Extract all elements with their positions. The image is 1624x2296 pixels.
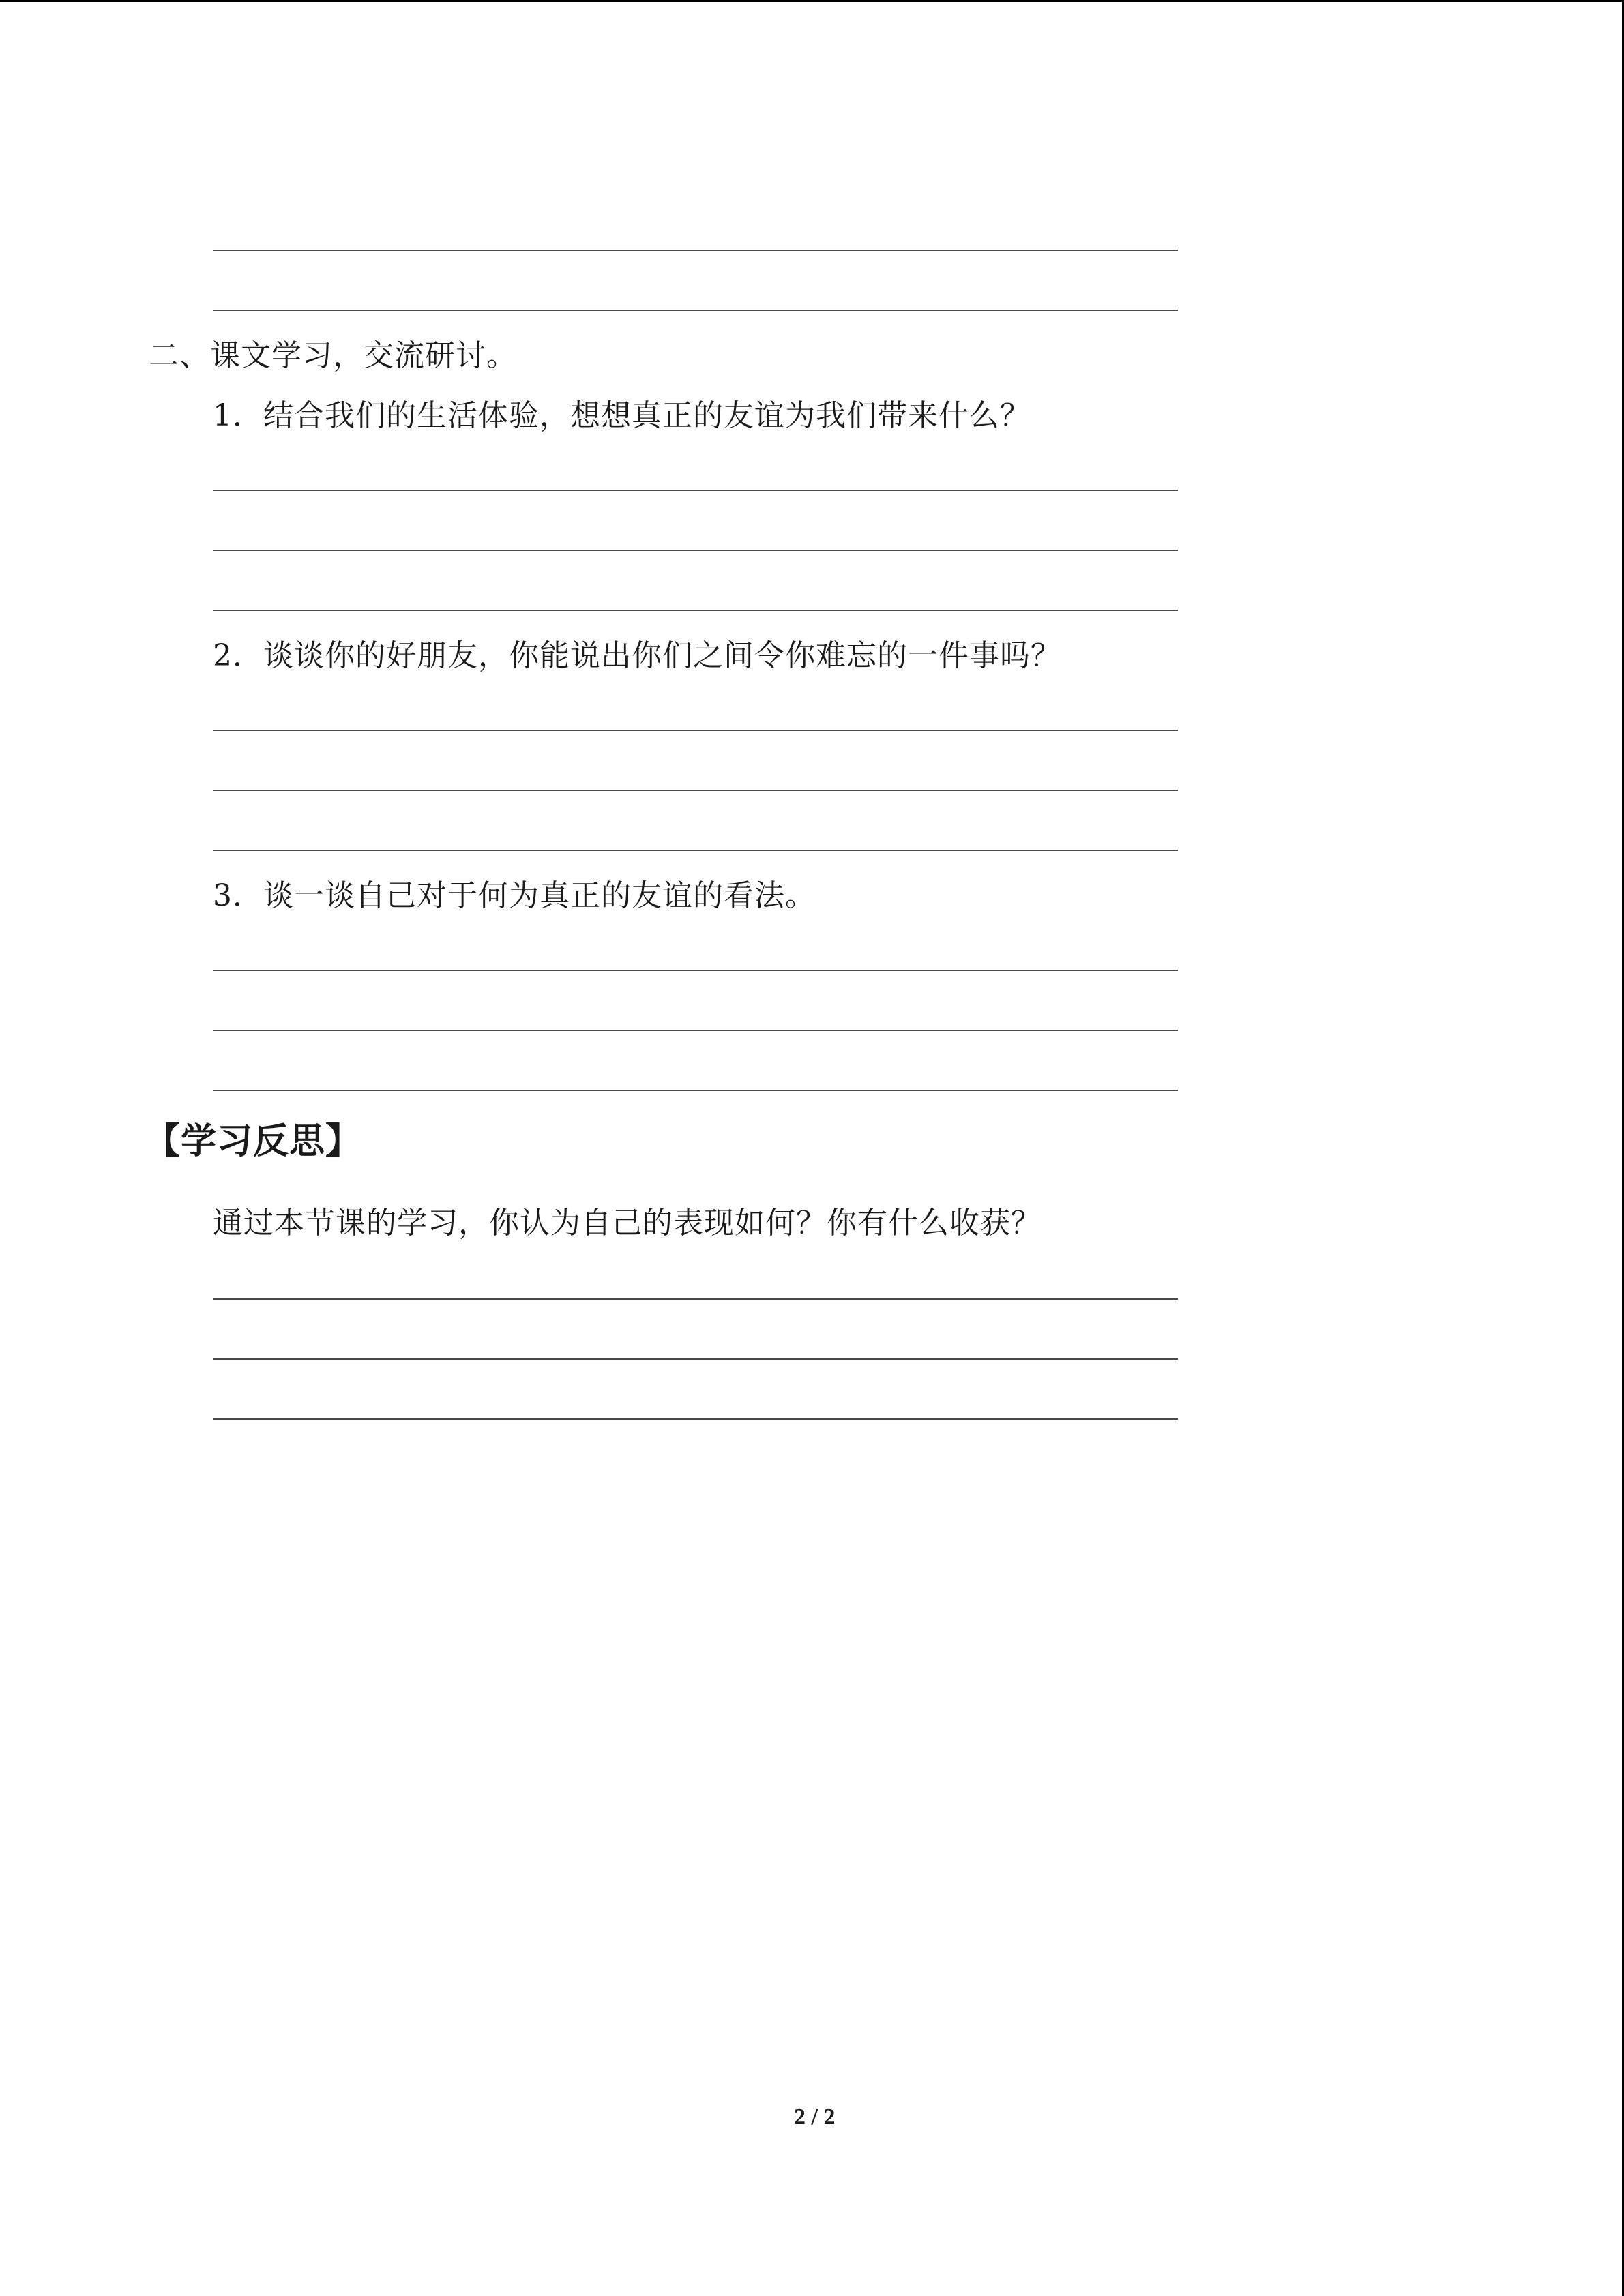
answer-line[interactable] <box>213 1298 1178 1300</box>
answer-line[interactable] <box>213 970 1178 971</box>
answer-line[interactable] <box>213 250 1178 251</box>
reflection-heading: 【学习反思】 <box>145 1121 362 1162</box>
answer-line[interactable] <box>213 490 1178 491</box>
answer-line[interactable] <box>213 610 1178 611</box>
answer-line[interactable] <box>213 1090 1178 1091</box>
page-number: 2 / 2 <box>794 2104 836 2130</box>
answer-line[interactable] <box>213 1358 1178 1360</box>
answer-line[interactable] <box>213 550 1178 551</box>
answer-line[interactable] <box>213 790 1178 791</box>
reflection-prompt: 通过本节课的学习，你认为自己的表现如何？你有什么收获？ <box>213 1206 1042 1240</box>
question-1: 1．结合我们的生活体验，想想真正的友谊为我们带来什么？ <box>213 398 1031 433</box>
section-two-title: 二、课文学习，交流研讨。 <box>149 338 517 373</box>
question-2: 2．谈谈你的好朋友，你能说出你们之间令你难忘的一件事吗？ <box>213 638 1061 673</box>
answer-line[interactable] <box>213 730 1178 731</box>
answer-line[interactable] <box>213 1030 1178 1031</box>
answer-line[interactable] <box>213 310 1178 311</box>
answer-line[interactable] <box>213 1418 1178 1420</box>
page-border-top <box>0 0 1624 2</box>
answer-line[interactable] <box>213 850 1178 851</box>
question-3: 3．谈一谈自己对于何为真正的友谊的看法。 <box>213 878 816 913</box>
